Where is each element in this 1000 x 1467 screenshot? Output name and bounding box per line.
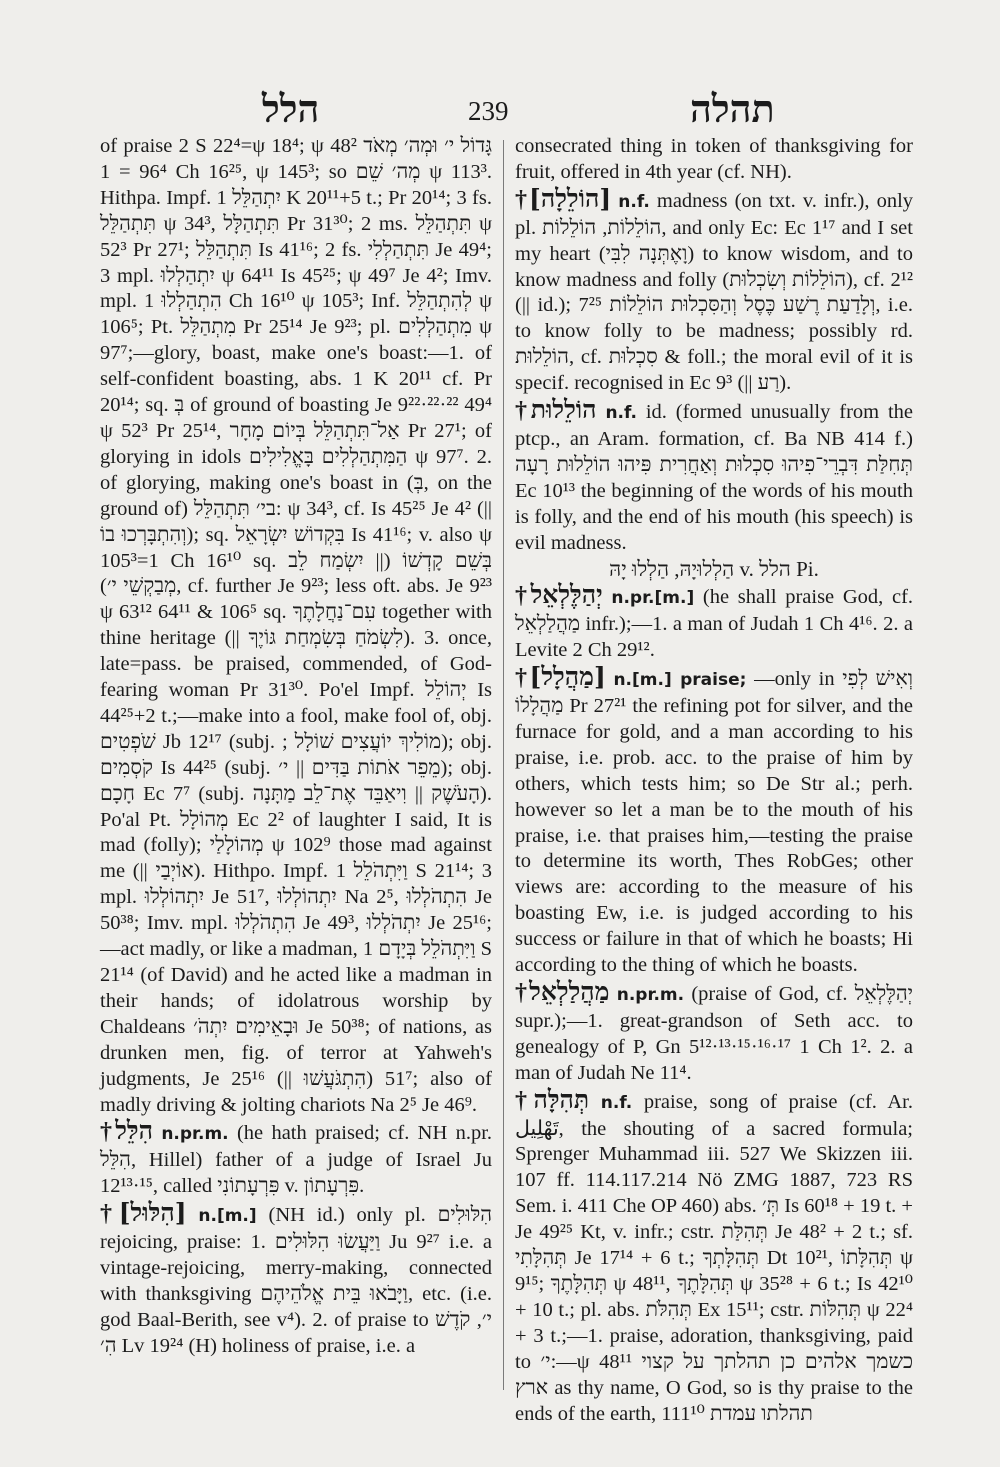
part-of-speech: n.pr.m.: [161, 1124, 229, 1145]
dagger-icon: †: [515, 665, 530, 692]
column-divider: [503, 140, 504, 1390]
part-of-speech: n.f.: [618, 191, 650, 212]
definition: praise, song of praise (cf. Ar. تَهْلِيل, the shouting of a sacred formula; Sprenger Muhammad iii. 527 We Skizzen iii. 107 ff. 114.117.214 Nö ZMG 1887, 723 RS Sem. i. 411 Che OP 460) abs. תְּ׳ Is 60¹⁸ + 19 t. + Je 49²⁵ Kt, v. infr.; cstr. תְּהִלַּת Je 48² + 2 t.; sf. תְּהִלָּתִי Je 17¹⁴ + 6 t.; תְּהִלָּתְךָ Dt 10²¹, תְּהִלָּתוֹ ψ 9¹⁵; תְּהִלָּתֶךָ ψ 48¹¹, תְּהִלָּתֶךָ ψ 35²⁸ + 6 t.; Is 42¹⁰ + 10 t.; pl. abs. תְּהִלֹּת Ex 15¹¹; cstr. תְּהִלּוֹת ψ 22⁴ + 3 t.;—1. praise, adoration, thanksgiving, paid to י׳:—ψ 48¹¹ כשמך אלהים כן תהלתך על קצוי ארץ as thy name, O God, so is thy praise to the ends of the earth, 111¹⁰ תהלתו עמדת: [515, 1090, 914, 1425]
dagger-icon: †: [515, 398, 531, 425]
headword: יְהַלֶּלְאֵל: [530, 580, 603, 610]
headword: [מַהֲלָל]: [529, 662, 606, 692]
headword: הוֹלֵלוּת: [530, 395, 597, 425]
entry-holela: [515, 183, 914, 397]
definition: (he hath praised; cf. NH n.pr. הִלֵּל, Hillel) father of a judge of Israel Ju 12¹³·¹⁵, called פִּרְעָתוֹנִי v. פִּרְעָתוֹן.: [100, 1122, 493, 1198]
running-head-right: תהלה: [690, 86, 775, 131]
entry-hillul: [100, 1200, 492, 1359]
dagger-icon: †: [100, 1119, 116, 1146]
definition: —only in וְאִישׁ לְפִי מַהֲלָלוֹ Pr 27²¹ the refining pot for silver, and the furnace for gold, and a man according to his praise, i.e. prob. acc. to the praise of him by others, which tests him; so De Str al.; perh. however so let a man be to the mouth of his praise, i.e. that praises him,—testing the praise to determine its worth, Thes RobGes; other views are: according to the measure of his boasting Ew, i.e. is judged according to his success or failure in that of which he boasts; Hi according to the thing of which he boasts.: [515, 668, 914, 977]
entry-mahalal: [515, 664, 913, 979]
entry-tehilla: [515, 1084, 914, 1428]
left-column: [100, 134, 492, 1394]
part-of-speech: n.f.: [600, 1092, 633, 1113]
right-column: [515, 134, 914, 1425]
definition: id. (formed unusually from the ptcp., an Aram. formation, cf. Ba NB 414 f.) תְּחִלַּת דִּבְרֵי־פִיהוּ סִכְלוּת וְאַחֲרִית פִּיהוּ הוֹלֵלוּת רָעָה Ec 10¹³ the beginning of the words of his mouth is folly, and the end of his mouth (his speech) is evil madness.: [515, 401, 914, 554]
cross-reference-hallelujah: הַלְלוּיָהּ, הַלְלוּ יָהּ v. הלל Pi.: [609, 556, 819, 581]
part-of-speech: n.[m.]: [198, 1206, 257, 1227]
entry-hll-continuation: of praise 2 S 22⁴=ψ 18⁴; ψ 48² גָּדוֹל י׳ וּמְה׳ מְאֹד 96⁴ = 1 Ch 16²⁵, ψ 145³; so מְה׳ שֵׁם ψ 113³. Hithpa. Impf. יִתְהַלֵּל 1 K 20¹¹+5 t.; Pr 20¹⁴; 3 fs. תִּתְהַלֵּל ψ 34³, תִּתְהַלָּל Pr 31³⁰; 2 ms. תִּתְהַלֵּל ψ 52³ Pr 27¹; תִּתְהַלֵּל Is 41¹⁶; 2 fs. תִּתְהַלְלִי Je 49⁴; 3 mpl. יִתְהַלְלוּ ψ 64¹¹ Is 45²⁵; ψ 49⁷ Je 4²; Imv. mpl. הִתְהַלְלוּ 1 Ch 16¹⁰ ψ 105³; Inf. לְהִתְהַלֵּל ψ 106⁵; Pt. מִתְהַלֵּל Pr 25¹⁴ Je 9²³; pl. מִתְהַלְלִים ψ 97⁷;—glory, boast, make one's boast:—1. of self-confident boasting, abs. 1 K 20¹¹ cf. Pr 20¹⁴; sq. בְּ of ground of boasting Je 9²²·²²·²² 49⁴ ψ 52³ Pr 25¹⁴, אַל־תִּתְהַלֵּל בְּיוֹם מָחָר Pr 27¹; of glorying in idols הַמִּתְהַלְלִים בָּאֱלִילִים ψ 97⁷. 2. of glorying, making one's boast in (בְּ, on the ground of) בי׳ תִּתְהַלֵּל: ψ 34³, cf. Is 45²⁵ Je 4² (|| וְהִתְבָּרְכוּ בוֹ); sq. בִּקְדוֹשׁ יִשְׂרָאֵל Is 41¹⁶; v. also ψ 105³=1 Ch 16¹⁰ sq. בְּשֵׁם קָדְשׁוֹ (|| יִשְׂמַח לֵב מְבַקְשֵׁי י׳), cf. further Je 9²³; less oft. abs. Je 9²³ ψ 63¹² 64¹¹ & 106⁵ sq. עִם־נַחֲלָתֶךָ together with thine heritage (|| לִשְׂמֹחַ בְּשִׂמְחַת גּוֹיֶךָ). 3. once, late=pass. be praised, commended, of God-fearing woman Pr 31³⁰. Po'el Impf. יְהוֹלֵל Is 44²⁵+2 t.;—make into a fool, make fool of, obj. שֹׁפְטִים Jb 12¹⁷ (subj. ; מוֹלִיךְ יוֹעֲצִים שׁוֹלָל); obj. קֹסְמִים Is 44²⁵ (subj. מֵפֵר אֹתוֹת בַּדִּים || י׳); obj. חָכָם Ec 7⁷ (subj. הָעֹשֶׁק || וִיאַבֵּד אֶת־לֵב מַתָּנָה). Po'al Pt. מְהוֹלָל Ec 2² of laughter I said, It is mad (folly); מְהוֹלָלַי ψ 102⁹ those mad against me (|| אוֹיְבַי). Hithpo. Impf. וַיִּתְהֹלֵל 1 S 21¹⁴; 3 mpl. יִתְהוֹלְלוּ Je 51⁷, יִתְהוֹלְלוּ Na 2⁵, הִתְהֹלְלוּ Je 50³⁸; Imv. mpl. הִתְהֹלְלוּ Je 49³, יִתְהֹלְלוּ Je 25¹⁶;—act madly, or like a madman, וַיִּתְהֹלֵל בְּיָדָם 1 S 21¹⁴ (of David) and he acted like a madman in their hands; of idolatrous worship by Chaldeans וּבָאֵימִים יִתְהֹ׳ Je 50³⁸; of nations, as drunken men, fig. of terror at Yahweh's judgments, Je 25¹⁶ (|| הִתְגֹּעֲשׁוּ) 51⁷; also of madly driving & jolting chariots Na 2⁵ Je 46⁹.: [100, 135, 493, 1116]
part-of-speech: n.[m.] praise;: [613, 670, 747, 691]
dagger-icon: †: [515, 583, 531, 610]
headword: הִלֵּל: [115, 1116, 153, 1146]
headword: [הִלּוּל]: [118, 1198, 187, 1228]
dagger-icon: †: [515, 980, 530, 1006]
entry-hillul-continuation: consecrated thing in token of thanksgiving for fruit, offered in 4th year (cf. NH).: [515, 135, 913, 183]
headword: [הוֹלֵלָה]: [528, 183, 612, 213]
definition: (he shall praise God, cf. מַהֲלַלְאֵל infr.);—1. a man of Judah 1 Ch 4¹⁶. 2. a Levite 2 Ch 29¹².: [515, 586, 914, 662]
part-of-speech: n.pr.m.: [616, 985, 685, 1005]
entry-mahalalel: [515, 979, 913, 1087]
running-head-left: הלל: [262, 86, 320, 131]
entry-hillel: [100, 1118, 492, 1200]
part-of-speech: n.pr.[m.]: [611, 588, 695, 609]
dagger-icon: †: [100, 1201, 119, 1228]
definition: madness (on txt. v. infr.), only pl. הוֹלֵלוֹת, הוֹלֵלוֹת, and only Ec: Ec 1¹⁷ and I set my heart (וָאֶתְּנָה לִבִּי) to know wisdom, and to know madness and folly (הוֹלֵלוֹת וְשִׂכְלוּת), cf. 2¹² (|| id.); וְלָדַעַת רֶשַׁע כֶּסֶל וְהַסִּכְלוּת הוֹלֵלוֹת 7²⁵, i.e. to know folly to be madness; possibly rd. הוֹלֵלוּת, cf. סִכְלוּת & foll.; the moral evil of it is specif. recognised in Ec 9³ (|| רַע).: [515, 189, 914, 395]
entry-holelut: [515, 397, 913, 556]
headword: מַהֲלַלְאֵל: [529, 977, 610, 1006]
part-of-speech: n.f.: [605, 403, 637, 424]
headword: תְּהִלָּה: [533, 1084, 590, 1114]
definition: (praise of God, cf. יְהַלֶּלְאֵל supr.);—1. great-grandson of Seth acc. to genealogy of P, Gn 5¹²·¹³·¹⁵·¹⁶·¹⁷ 1 Ch 1². 2. a man of Judah Ne 11⁴.: [515, 983, 913, 1084]
dagger-icon: †: [515, 1087, 534, 1114]
page-number: 239: [468, 96, 509, 126]
definition: (NH id.) only pl. הִלּוּלִים rejoicing, praise: 1. וַיַּעֲשׂוּ הִלּוּלִים Ju 9²⁷ i.e. a vintage-rejoicing, merry-making, connected with thanksgiving וַיָּבֹאוּ בֵּית אֱלֹהֵיהֶם, etc. (i.e. god Baal-Berith, see v⁴). 2. of praise to י׳, קֹדֶשׁ הִ׳ Lv 19²⁴ (H) holiness of praise, i.e. a: [100, 1204, 493, 1357]
entry-yehallelel: [515, 582, 913, 664]
dagger-icon: †: [515, 186, 529, 213]
